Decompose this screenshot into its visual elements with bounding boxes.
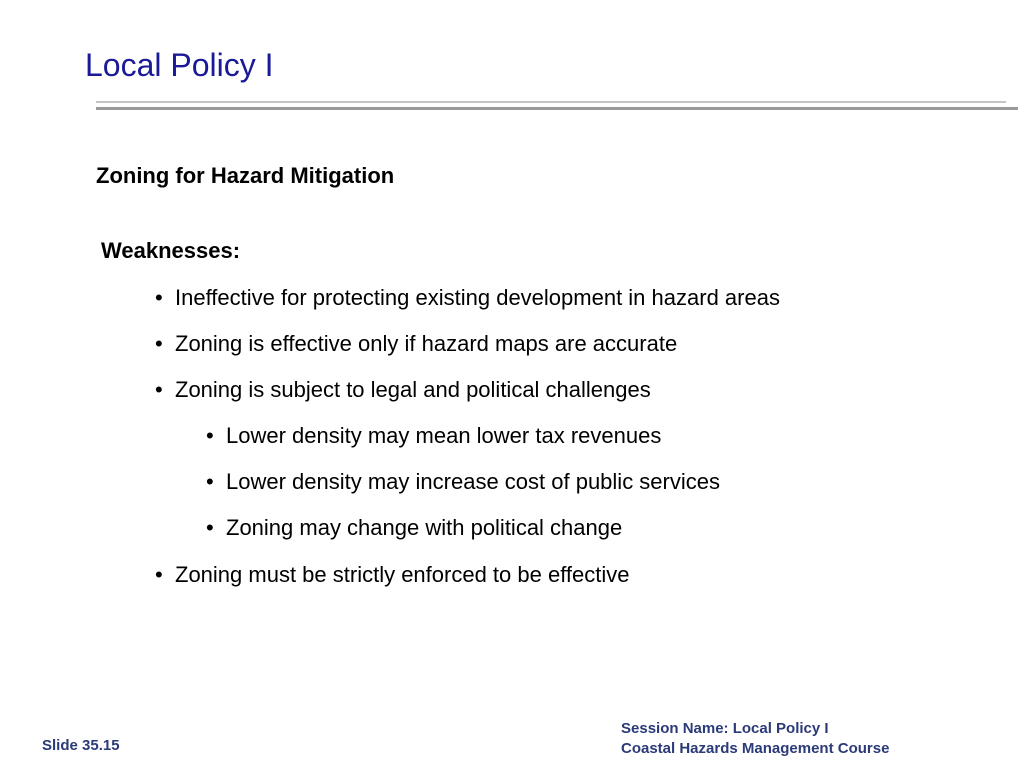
slide-number: Slide 35.15 bbox=[42, 737, 120, 754]
course-name: Coastal Hazards Management Course bbox=[621, 740, 890, 757]
bullet-icon: • bbox=[155, 562, 163, 587]
bullet-item bbox=[155, 283, 780, 313]
title-divider-dark bbox=[96, 107, 1018, 110]
sub-bullet-item bbox=[206, 467, 720, 497]
bullet-icon: • bbox=[206, 423, 214, 448]
bullet-icon: • bbox=[155, 377, 163, 402]
bullet-icon: • bbox=[155, 285, 163, 310]
weaknesses-heading: Weaknesses: bbox=[101, 238, 241, 263]
bullet-text: Ineffective for protecting existing development in hazard areas bbox=[175, 285, 780, 310]
slide-subtitle: Zoning for Hazard Mitigation bbox=[96, 163, 395, 188]
bullet-item bbox=[155, 375, 651, 405]
sub-bullet-item bbox=[206, 421, 662, 451]
bullet-text: Zoning must be strictly enforced to be effective bbox=[175, 562, 630, 587]
bullet-text: Zoning is effective only if hazard maps are accurate bbox=[175, 331, 678, 356]
bullet-icon: • bbox=[206, 469, 214, 494]
footer-session-info bbox=[621, 719, 889, 759]
bullet-icon: • bbox=[206, 515, 214, 540]
bullet-text: Zoning is subject to legal and political challenges bbox=[175, 377, 651, 402]
bullet-item bbox=[155, 329, 678, 359]
title-divider-light bbox=[96, 101, 1006, 103]
sub-bullet-item bbox=[206, 513, 623, 543]
slide-title: Local Policy I bbox=[85, 47, 274, 83]
bullet-text: Zoning may change with political change bbox=[226, 515, 623, 540]
bullet-text: Lower density may increase cost of public services bbox=[226, 469, 720, 494]
bullet-item bbox=[155, 560, 630, 590]
bullet-text: Lower density may mean lower tax revenues bbox=[226, 423, 662, 448]
session-name: Session Name: Local Policy I bbox=[621, 720, 829, 737]
bullet-icon: • bbox=[155, 331, 163, 356]
